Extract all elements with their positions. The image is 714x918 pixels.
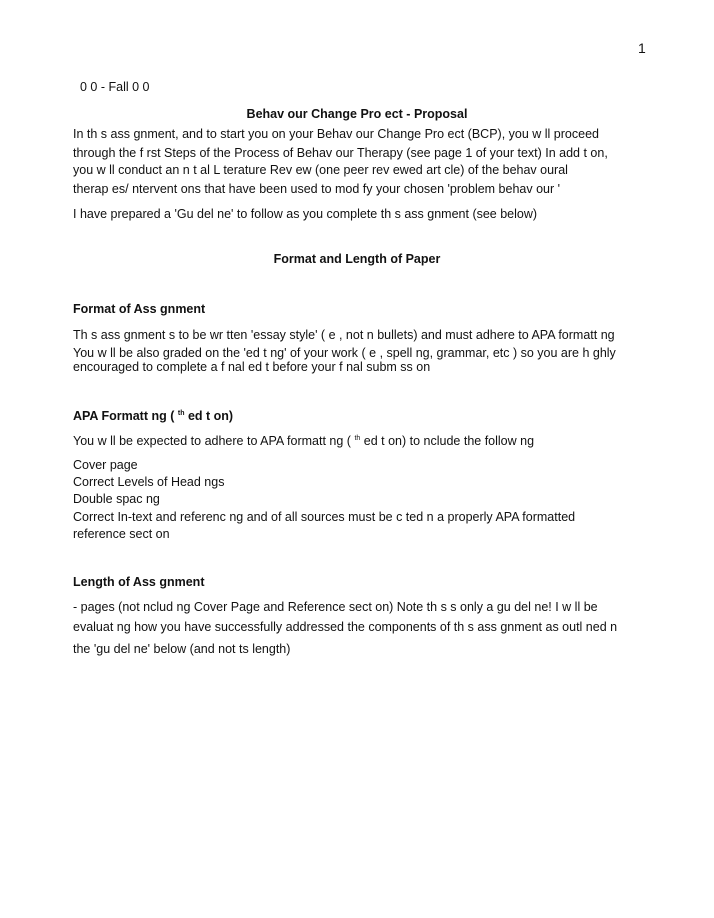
format-line-2: You w ll be also graded on the 'ed t ng' of your work ( e , spell ng, grammar, etc ) so you are h ghly — [73, 346, 616, 360]
apa-item-cover-page: Cover page — [73, 458, 138, 472]
apa-line — [73, 433, 534, 449]
intro-line-3: you w ll conduct an n t al L terature Rev ew (one peer rev ewed art cle) of the behav oural — [73, 163, 568, 177]
length-line-1: - pages (not nclud ng Cover Page and Reference sect on) Note th s s only a gu del ne! I w ll be — [73, 600, 598, 614]
apa-item-double-spacing: Double spac ng — [73, 492, 160, 506]
apa-heading — [73, 408, 233, 424]
page-number: 1 — [638, 40, 646, 56]
apa-heading-post: ed t on) — [187, 409, 234, 423]
apa-item-reference-section: reference sect on — [73, 527, 170, 541]
intro-line-4: therap es/ ntervent ons that have been used to mod fy your chosen 'problem behav our ' — [73, 182, 561, 196]
apa-line-sup: th — [354, 435, 361, 442]
section-title: Format and Length of Paper — [273, 252, 441, 266]
length-line-2: evaluat ng how you have successfully addressed the components of th s ass gnment as outl ned n — [73, 620, 618, 634]
format-heading: Format of Ass gnment — [73, 302, 206, 316]
apa-item-citations: Correct In-text and referenc ng and of all sources must be c ted n a properly APA formatted — [73, 510, 576, 524]
intro-line-1: In th s ass gnment, and to start you on your Behav our Change Pro ect (BCP), you w ll proceed — [73, 127, 599, 141]
guideline-line: I have prepared a 'Gu del ne' to follow as you complete th s ass gnment (see below) — [73, 207, 538, 221]
apa-heading-pre: APA Formatt ng ( — [73, 409, 175, 423]
apa-line-post: ed t on) to nclude the follow ng — [363, 434, 535, 448]
length-heading: Length of Ass gnment — [73, 575, 205, 589]
apa-heading-sup: th — [177, 410, 185, 417]
apa-item-headings: Correct Levels of Head ngs — [73, 475, 225, 489]
format-line-1: Th s ass gnment s to be wr tten 'essay style' ( e , not n bullets) and must adhere to APA formatt ng — [73, 328, 615, 342]
apa-line-pre: You w ll be expected to adhere to APA formatt ng ( — [73, 434, 351, 448]
format-line-3: encouraged to complete a f nal ed t before your f nal subm ss on — [73, 360, 431, 374]
length-line-3: the 'gu del ne' below (and not ts length) — [73, 642, 291, 656]
course-line: 0 0 - Fall 0 0 — [80, 80, 150, 94]
intro-line-2: through the f rst Steps of the Process of Behav our Therapy (see page 1 of your text) In add t on, — [73, 146, 608, 160]
document-title: Behav our Change Pro ect - Proposal — [246, 107, 468, 121]
